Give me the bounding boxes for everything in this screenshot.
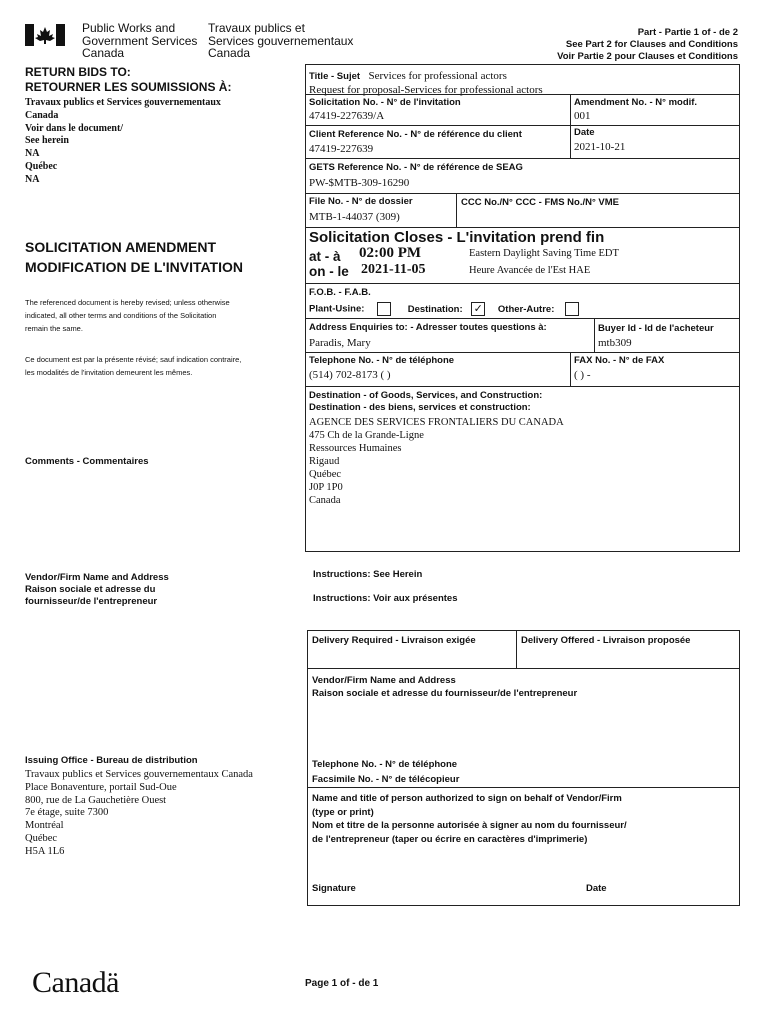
gov-name-en: Public Works and Government Services Canada bbox=[82, 21, 198, 60]
destination-checkbox[interactable]: ✓ bbox=[471, 302, 485, 316]
fob-label: F.O.B. - F.A.B. bbox=[309, 287, 371, 298]
canada-flag-icon bbox=[25, 24, 65, 46]
vendor-name-label: Vendor/Firm Name and Address Raison sociale et adresse du fournisseur/de l'entrepreneur bbox=[312, 675, 578, 699]
delivery-required-label: Delivery Required - Livraison exigée bbox=[312, 635, 476, 646]
title-label: Title - Sujet bbox=[309, 71, 361, 82]
buyer-label: Buyer Id - Id de l'acheteur bbox=[598, 323, 714, 334]
ccc-label: CCC No./N° CCC - FMS No./N° VME bbox=[461, 197, 620, 208]
fax-value: ( ) - bbox=[574, 369, 591, 381]
other-checkbox[interactable] bbox=[565, 302, 579, 316]
revision-note-en: The referenced document is hereby revised; unless otherwise indicated, all other terms and conditions of the Solicitation remain the same. bbox=[25, 298, 230, 333]
amendment-value: 001 bbox=[574, 110, 591, 122]
buyer-value: mtb309 bbox=[598, 337, 632, 349]
revision-note-fr: Ce document est par la présente révisé; sauf indication contraire, les modalités de l'invitation demeurent les mêmes. bbox=[25, 355, 242, 377]
on-label: on - le bbox=[309, 264, 349, 279]
title-value-2: Request for proposal-Services for professional actors bbox=[309, 84, 543, 96]
timezone-fr: Heure Avancée de l'Est HAE bbox=[469, 265, 591, 276]
return-address: Travaux publics et Services gouvernementaux Canada Voir dans le document/ See herein NA Québec NA bbox=[25, 97, 221, 185]
file-label: File No. - N° de dossier bbox=[309, 196, 413, 207]
gets-value: PW-$MTB-309-16290 bbox=[309, 177, 410, 189]
destination-address: AGENCE DES SERVICES FRONTALIERS DU CANADA 475 Ch de la Grande-Ligne Ressources Humaines Rigaud Québec J0P 1P0 Canada bbox=[309, 417, 564, 506]
destination-label: Destination: bbox=[407, 303, 463, 315]
vendor-label: Vendor/Firm Name and Address Raison sociale et adresse du fournisseur/de l'entrepreneur bbox=[25, 572, 169, 607]
close-time: 02:00 PM bbox=[359, 245, 422, 261]
enquiries-label: Address Enquiries to: - Adresser toutes questions à: bbox=[309, 322, 547, 333]
destination-address-label: Destination - of Goods, Services, and Construction: Destination - des biens, services et construction: bbox=[309, 390, 543, 413]
title-field bbox=[309, 66, 737, 96]
return-bids-heading: RETURN BIDS TO: RETOURNER LES SOUMISSIONS À: bbox=[25, 65, 232, 94]
close-date: 2021-11-05 bbox=[361, 262, 426, 277]
client-ref-value: 47419-227639 bbox=[309, 143, 374, 155]
signature-label: Signature bbox=[312, 883, 356, 894]
vendor-telephone-label: Telephone No. - N° de téléphone bbox=[312, 759, 458, 770]
client-ref-label: Client Reference No. - N° de référence du client bbox=[309, 129, 522, 140]
other-label: Other-Autre: bbox=[497, 303, 555, 315]
issuing-office-address: Travaux publics et Services gouvernementaux Canada Place Bonaventure, portail Sud-Oue 800, rue de La Gauchetière Ouest 7e étage, suite 7300 Montréal Québec H5A 1L6 bbox=[25, 769, 253, 857]
at-label: at - à bbox=[309, 249, 341, 264]
file-value: MTB-1-44037 (309) bbox=[309, 211, 400, 223]
delivery-offered-label: Delivery Offered - Livraison proposée bbox=[521, 635, 691, 646]
page-number: Page 1 of - de 1 bbox=[305, 978, 379, 989]
date-label: Date bbox=[574, 127, 595, 138]
comments-label: Comments - Commentaires bbox=[25, 456, 149, 467]
date-value: 2021-10-21 bbox=[574, 141, 626, 153]
enquiries-value: Paradis, Mary bbox=[309, 337, 371, 349]
solicitation-value: 47419-227639/A bbox=[309, 110, 385, 122]
telephone-label: Telephone No. - N° de téléphone bbox=[309, 355, 455, 366]
telephone-value: (514) 702-8173 ( ) bbox=[309, 369, 391, 381]
gov-name-fr: Travaux publics et Services gouvernementaux Canada bbox=[208, 21, 354, 60]
fob-options bbox=[309, 302, 579, 316]
part-indicator: Part - Partie 1 of - de 2 See Part 2 for Clauses and Conditions Voir Partie 2 pour Clauses et Conditions bbox=[557, 27, 738, 62]
signatory-label: Name and title of person authorized to sign on behalf of Vendor/Firm (type or print) Nom et titre de la personne autorisée à signer au nom du fournisseur/ de l'entrepreneur (taper ou écrire en caractères d'imprimerie) bbox=[312, 793, 627, 845]
plant-checkbox[interactable] bbox=[377, 302, 391, 316]
canada-wordmark: Canadä bbox=[32, 966, 119, 999]
plant-label: Plant-Usine: bbox=[309, 303, 365, 315]
signature-date-label: Date bbox=[586, 883, 607, 894]
solicitation-label: Solicitation No. - N° de l'invitation bbox=[309, 97, 461, 108]
document-title: SOLICITATION AMENDMENT MODIFICATION DE L'INVITATION bbox=[25, 239, 243, 275]
issuing-office-label: Issuing Office - Bureau de distribution bbox=[25, 755, 198, 766]
fax-label: FAX No. - N° de FAX bbox=[574, 355, 665, 366]
instructions-fr: Instructions: Voir aux présentes bbox=[313, 593, 458, 604]
amendment-label: Amendment No. - N° modif. bbox=[574, 97, 698, 108]
vendor-fax-label: Facsimile No. - N° de télécopieur bbox=[312, 774, 460, 785]
gets-label: GETS Reference No. - N° de référence de SEAG bbox=[309, 162, 523, 173]
timezone-en: Eastern Daylight Saving Time EDT bbox=[469, 248, 619, 259]
instructions-en: Instructions: See Herein bbox=[313, 569, 423, 580]
title-value: Services for professional actors bbox=[368, 70, 507, 82]
closes-heading: Solicitation Closes - L'invitation prend fin bbox=[309, 229, 605, 246]
